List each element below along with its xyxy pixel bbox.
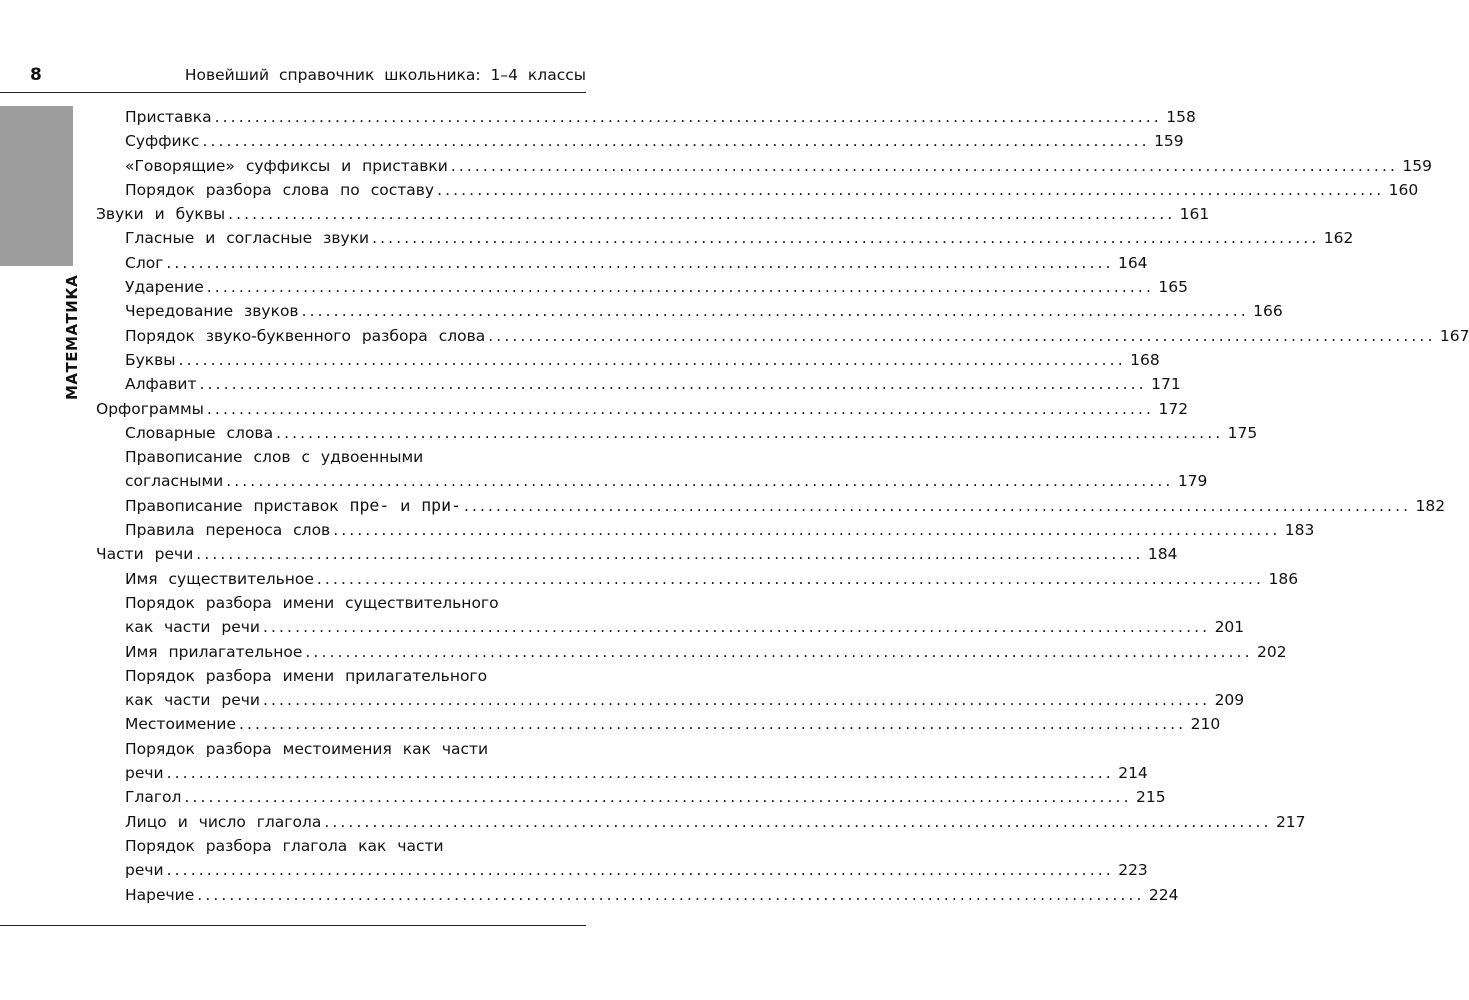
toc-page-number: 184 xyxy=(1147,545,1178,564)
toc-leader-dots: ...................................................................................................................... xyxy=(228,205,1176,224)
toc-entry xyxy=(96,785,1166,809)
toc-page-number: 175 xyxy=(1227,423,1258,442)
toc-entry-text: Наречие xyxy=(125,885,195,904)
toc-entry-line xyxy=(125,154,1432,178)
toc-entry-title xyxy=(125,105,212,129)
toc-page-number: 201 xyxy=(1214,618,1245,637)
page-number: 8 xyxy=(30,65,42,85)
toc-leader-dots: ...................................................................................................................... xyxy=(226,472,1174,491)
toc-entry-line xyxy=(125,348,1160,372)
toc-entry-line xyxy=(125,445,586,469)
toc-entry xyxy=(96,348,1160,372)
toc-entry-title xyxy=(125,737,488,761)
toc-entry xyxy=(96,275,1188,299)
toc-leader-dots: ...................................................................................................................... xyxy=(196,545,1144,564)
toc-leader-dots: ...................................................................................................................... xyxy=(178,350,1126,369)
toc-entry xyxy=(96,494,1446,518)
toc-entry-line xyxy=(125,324,1469,348)
toc-entry-text: Лицо и число глагола xyxy=(125,812,322,831)
toc-leader-dots: ...................................................................................................................... xyxy=(214,108,1162,126)
toc-entry-title xyxy=(96,542,193,566)
toc-entry-title xyxy=(125,712,236,736)
toc-entry-title xyxy=(125,178,434,202)
toc-entry-line xyxy=(125,761,1148,785)
toc-entry-title xyxy=(125,640,302,664)
toc-page-number: 161 xyxy=(1179,205,1210,224)
toc-entry xyxy=(96,129,1184,153)
toc-entry-text: Приставка xyxy=(125,108,212,126)
toc-entry-line xyxy=(125,591,586,615)
toc-entry xyxy=(96,154,1432,178)
toc-leader-dots: ...................................................................................................................... xyxy=(206,399,1155,418)
toc-entry-line xyxy=(125,105,1196,129)
toc-leader-dots: ...................................................................................................................... xyxy=(199,375,1147,394)
toc-entry xyxy=(96,737,1148,786)
toc-entry-line xyxy=(125,737,586,761)
toc-entry-line xyxy=(125,372,1181,396)
toc-page-number: 171 xyxy=(1151,375,1181,394)
toc-entry-title xyxy=(125,494,461,518)
toc-page-number: 164 xyxy=(1117,253,1148,272)
toc-leader-dots: ...................................................................................................................... xyxy=(333,521,1281,540)
toc-leader-dots: ...................................................................................................................... xyxy=(262,618,1211,637)
toc-page-number: 159 xyxy=(1402,156,1432,175)
toc-entry-text: как части речи xyxy=(125,691,260,710)
toc-entry xyxy=(96,591,1245,640)
toc-page-number: 179 xyxy=(1177,472,1208,491)
toc-leader-dots: ...................................................................................................................... xyxy=(239,715,1187,734)
toc-page-number: 172 xyxy=(1158,399,1189,418)
toc-leader-dots: ...................................................................................................................... xyxy=(262,691,1211,710)
toc-page-number: 168 xyxy=(1130,350,1160,369)
toc-page-number: 160 xyxy=(1388,180,1419,199)
toc-entry-title xyxy=(125,421,273,445)
toc-page-number: 165 xyxy=(1158,278,1188,297)
toc-entry-text: согласными xyxy=(125,472,224,491)
toc-entry-text: Порядок разбора имени существительного xyxy=(125,593,499,612)
toc-entry-text: Ударение xyxy=(125,278,204,297)
toc-entry-prefix: пре- xyxy=(349,495,390,515)
toc-entry xyxy=(96,883,1179,907)
toc-entry-text: Правописание слов с удвоенными xyxy=(125,448,424,467)
toc-page-number: 209 xyxy=(1214,691,1245,710)
toc-entry-title xyxy=(125,445,423,469)
toc-entry-text: Порядок разбора местоимения как части xyxy=(125,739,489,758)
toc-page-number: 223 xyxy=(1118,861,1148,880)
toc-entry-text: речи xyxy=(125,764,164,783)
toc-entry-line xyxy=(125,518,1315,542)
toc-entry-line xyxy=(125,785,1166,809)
toc-entry-line xyxy=(125,251,1148,275)
toc-entry-text: речи xyxy=(125,861,164,880)
toc-entry xyxy=(96,202,1210,226)
toc-entry xyxy=(96,226,1354,250)
toc-entry-title xyxy=(96,202,225,226)
toc-entry-title xyxy=(125,761,164,785)
toc-page-number: 217 xyxy=(1275,812,1306,831)
table-of-contents xyxy=(96,105,1469,907)
toc-entry-title xyxy=(125,226,369,250)
toc-entry-line xyxy=(125,421,1258,445)
toc-entry-text: Местоимение xyxy=(125,715,236,734)
toc-entry-prefix: при- xyxy=(421,495,461,515)
toc-leader-dots: ...................................................................................................................... xyxy=(324,812,1272,831)
toc-entry xyxy=(96,251,1148,275)
toc-entry-line xyxy=(125,226,1354,250)
toc-entry-text: как части речи xyxy=(125,618,260,637)
toc-leader-dots: ...................................................................................................................... xyxy=(166,764,1114,783)
toc-entry-text: Правописание приставок xyxy=(125,496,350,515)
toc-entry-text: Порядок разбора слова по составу xyxy=(125,180,435,199)
toc-leader-dots: ...................................................................................................................... xyxy=(372,229,1320,248)
running-head: Новейший справочник школьника: 1–4 классы xyxy=(184,66,586,84)
toc-entry-line xyxy=(125,494,1446,518)
toc-entry-line xyxy=(125,469,1208,493)
toc-entry-text: и xyxy=(389,496,422,515)
toc-page-number: 159 xyxy=(1154,132,1184,151)
toc-entry-title xyxy=(125,469,223,493)
toc-page-number: 210 xyxy=(1190,715,1221,734)
toc-entry-title xyxy=(125,348,176,372)
toc-leader-dots: ...................................................................................................................... xyxy=(463,496,1412,515)
toc-leader-dots: ...................................................................................................................... xyxy=(437,180,1385,199)
toc-entry-text: Имя существительное xyxy=(125,569,314,588)
toc-entry-title xyxy=(125,251,163,275)
toc-entry xyxy=(96,421,1258,445)
toc-entry-text: Звуки и буквы xyxy=(96,205,226,224)
footer-rule xyxy=(0,925,586,926)
toc-entry-line xyxy=(125,712,1221,736)
toc-entry-title xyxy=(125,664,487,688)
toc-entry-text: Имя прилагательное xyxy=(125,642,303,661)
toc-entry xyxy=(96,324,1469,348)
toc-entry-title xyxy=(125,688,260,712)
toc-page-number: 183 xyxy=(1284,521,1315,540)
toc-entry xyxy=(96,834,1148,883)
toc-entry-line xyxy=(125,858,1148,882)
toc-entry xyxy=(96,518,1315,542)
header-rule xyxy=(0,92,586,93)
toc-leader-dots: ...................................................................................................................... xyxy=(166,861,1114,880)
toc-leader-dots: ...................................................................................................................... xyxy=(197,885,1145,904)
toc-entry xyxy=(96,105,1196,129)
toc-entry-line xyxy=(125,664,586,688)
toc-entry-title xyxy=(125,275,204,299)
toc-leader-dots: ...................................................................................................................... xyxy=(305,642,1253,661)
toc-entry-line xyxy=(125,688,1245,712)
toc-entry-title xyxy=(125,591,499,615)
toc-entry-title xyxy=(96,397,204,421)
toc-entry-title xyxy=(125,883,194,907)
toc-entry-line xyxy=(125,567,1299,591)
toc-page-number: 214 xyxy=(1118,764,1148,783)
toc-entry-line xyxy=(125,810,1306,834)
toc-entry-text: Гласные и согласные звуки xyxy=(125,229,370,248)
toc-leader-dots: ...................................................................................................................... xyxy=(488,326,1436,345)
toc-leader-dots: ...................................................................................................................... xyxy=(301,302,1249,321)
toc-entry xyxy=(96,712,1221,736)
toc-entry xyxy=(96,664,1245,713)
toc-entry xyxy=(96,567,1299,591)
toc-page-number: 162 xyxy=(1323,229,1354,248)
toc-entry xyxy=(96,178,1419,202)
toc-page-number: 158 xyxy=(1166,108,1196,126)
side-tab xyxy=(0,106,73,266)
toc-entry-text: Порядок звуко-буквенного разбора слова xyxy=(125,326,486,345)
toc-entry-text: Суффикс xyxy=(125,132,200,151)
toc-entry-text: Чередование звуков xyxy=(125,302,299,321)
toc-entry-text: Словарные слова xyxy=(125,423,274,442)
toc-entry-line xyxy=(125,640,1287,664)
toc-entry-title xyxy=(125,154,448,178)
toc-leader-dots: ...................................................................................................................... xyxy=(450,156,1398,175)
toc-entry-title xyxy=(125,324,485,348)
toc-entry-line xyxy=(125,834,586,858)
toc-entry-title xyxy=(125,810,321,834)
toc-leader-dots: ...................................................................................................................... xyxy=(316,569,1265,588)
toc-page-number: 166 xyxy=(1253,302,1283,321)
toc-entry-title xyxy=(125,299,299,323)
toc-entry-text: Порядок разбора глагола как части xyxy=(125,836,444,855)
toc-entry xyxy=(96,299,1283,323)
toc-entry-text: Порядок разбора имени прилагательного xyxy=(125,666,488,685)
toc-entry-line xyxy=(125,178,1419,202)
toc-leader-dots: ...................................................................................................................... xyxy=(166,253,1114,272)
toc-entry-line xyxy=(125,299,1283,323)
toc-entry xyxy=(96,542,1178,566)
toc-entry-line xyxy=(125,275,1188,299)
toc-entry-text: «Говорящие» суффиксы и приставки xyxy=(125,156,448,175)
toc-page-number: 202 xyxy=(1257,642,1287,661)
toc-entry xyxy=(96,810,1306,834)
toc-entry-text: Алфавит xyxy=(125,375,197,394)
toc-leader-dots: ...................................................................................................................... xyxy=(206,278,1154,297)
toc-entry xyxy=(96,397,1189,421)
toc-entry-title xyxy=(125,129,199,153)
toc-entry-text: Правила переноса слов xyxy=(125,521,331,540)
toc-entry-title xyxy=(125,858,164,882)
toc-entry-title xyxy=(125,567,314,591)
side-tab-label: МАТЕМАТИКА xyxy=(63,274,81,400)
toc-page-number: 182 xyxy=(1415,496,1446,515)
toc-entry xyxy=(96,640,1287,664)
toc-leader-dots: ...................................................................................................................... xyxy=(276,423,1224,442)
toc-entry-title xyxy=(125,518,330,542)
toc-page-number: 186 xyxy=(1268,569,1299,588)
toc-entry-line xyxy=(125,883,1179,907)
toc-entry-text: Глагол xyxy=(125,788,182,807)
toc-leader-dots: ...................................................................................................................... xyxy=(184,788,1132,807)
toc-entry-title xyxy=(125,834,444,858)
toc-entry-line xyxy=(125,129,1184,153)
toc-entry-text: Буквы xyxy=(125,350,176,369)
toc-leader-dots: ...................................................................................................................... xyxy=(202,132,1150,151)
toc-page-number: 167 xyxy=(1439,326,1469,345)
toc-entry-line xyxy=(96,542,1178,566)
toc-entry-title xyxy=(125,372,197,396)
toc-entry-text: Орфограммы xyxy=(96,399,204,418)
toc-entry xyxy=(96,445,1208,494)
toc-entry-line xyxy=(96,202,1210,226)
toc-entry-line xyxy=(96,397,1189,421)
toc-entry xyxy=(96,372,1181,396)
toc-entry-title xyxy=(125,615,260,639)
toc-page-number: 215 xyxy=(1136,788,1166,807)
toc-entry-text: Слог xyxy=(125,253,164,272)
toc-page-number: 224 xyxy=(1148,885,1179,904)
toc-entry-title xyxy=(125,785,181,809)
toc-entry-line xyxy=(125,615,1245,639)
toc-entry-text: Части речи xyxy=(96,545,194,564)
